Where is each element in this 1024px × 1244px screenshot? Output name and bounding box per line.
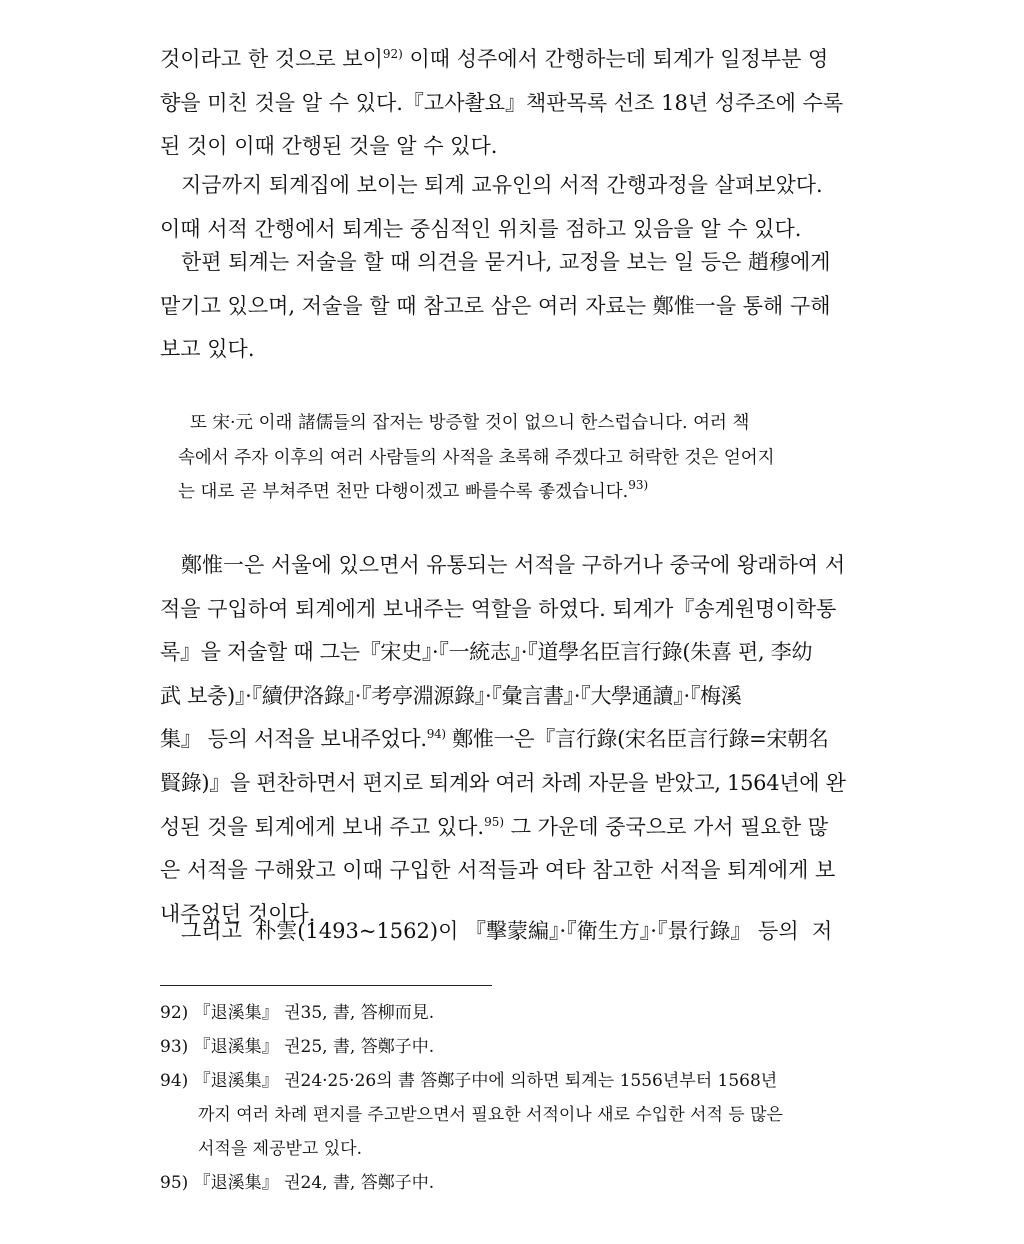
footnote-text: 『退溪集』 권25, 書, 答鄭子中. [193,1037,435,1057]
footnote-94 [160,1064,872,1166]
text-line: 한편 퇴계는 저술을 할 때 의견을 묻거나, 교정을 보는 일 등은 趙穆에게 [181,250,831,274]
text-line: 賢錄)』을 편찬하면서 편지로 퇴계와 여러 차례 자문을 받았고, 1564년에 완 [160,770,846,795]
paragraph-3 [160,241,872,372]
text-line: 맡기고 있으며, 저술을 할 때 참고로 삼은 여러 자료는 鄭惟一을 통해 구해 [160,293,831,318]
footnote-ref-93[interactable]: 93) [628,478,649,492]
footnote-divider [160,985,492,986]
text-line: 록』을 저술할 때 그는『宋史』·『一統志』·『道學名臣言行錄(朱喜 편, 李幼 [160,640,813,665]
quote-line: 는 대로 곧 부쳐주면 천만 다행이겠고 빠를수록 좋겠습니다.$^{93)}$ [178,478,649,502]
paragraph-1 [160,38,872,169]
text-line: 鄭惟一은 서울에 있으면서 유통되는 서적을 구하거나 중국에 왕래하여 서 [181,553,846,577]
text-line: 武 보충)』·『續伊洛錄』·『考亭淵源錄』·『彙言書』·『大學通讀』·『梅溪 [160,683,742,708]
quote-line: 속에서 주자 이후의 여러 사람들의 사적을 초록해 주겠다고 허락한 것은 얻어지 [178,447,775,468]
text-line: 은 서적을 구해왔고 이때 구입한 서적들과 여타 참고한 서적을 퇴계에게 보 [160,858,836,883]
text-line: 보고 있다. [160,337,255,362]
quote-line: 또 宋·元 이래 諸儒들의 잡저는 방증할 것이 없으니 한스럽습니다. 여러 책 [190,413,750,433]
text-line: 적을 구입하여 퇴계에게 보내주는 역할을 하였다. 퇴계가『송계원명이학통 [160,596,837,621]
text-line: 내주었던 것이다. [160,901,316,926]
footnote-92 [160,996,872,1030]
footnote-text: 『退溪集』 권24, 書, 答鄭子中. [193,1173,435,1193]
footnote-text: 『退溪集』 권35, 書, 答柳而見. [193,1003,435,1023]
footnote-number: 93) [160,1037,189,1057]
footnote-number: 95) [160,1173,189,1193]
paragraph-5 [160,910,872,954]
text-line: 성된 것을 퇴계에게 보내 주고 있다.$^{95)}$ 그 가운데 중국으로 가서 필요한 많 [160,814,829,839]
text-line: 것이라고 한 것으로 보이$^{92)}$ 이때 성주에서 간행하는데 퇴계가 일정부분 영 [160,47,829,71]
footnote-95 [160,1166,872,1200]
footnote-text-continued: 서적을 제공받고 있다. [198,1139,363,1159]
footnote-text: 『退溪集』 권24·25·26의 書 答鄭子中에 의하면 퇴계는 1556년부터 1568년 [193,1071,778,1091]
text-line: 이때 서적 간행에서 퇴계는 중심적인 위치를 점하고 있음을 알 수 있다. [160,216,802,241]
text-line: 集』 등의 서적을 보내주었다.$^{94)}$ 鄭惟一은『言行錄(宋名臣言行錄=宋朝名 [160,727,829,752]
text-line: 향을 미친 것을 알 수 있다.『고사촬요』책판목록 선조 18년 성주조에 수록 [160,90,844,115]
text-line: 그리고 朴雲(1493~1562)이 『擊蒙編』·『衛生方』·『景行錄』 등의 저 [181,919,833,943]
footnote-number: 94) [160,1071,189,1091]
block-quote [178,406,858,510]
paragraph-2 [160,164,872,251]
footnote-ref-92[interactable]: 92) [382,47,403,61]
footnote-ref-94[interactable]: 94) [426,727,446,742]
text-line: 지금까지 퇴계집에 보이는 퇴계 교유인의 서적 간행과정을 살펴보았다. [181,173,823,197]
footnotes [160,996,872,1200]
footnote-ref-95[interactable]: 95) [484,814,505,829]
footnote-text-continued: 까지 여러 차례 편지를 주고받으면서 필요한 서적이나 새로 수입한 서적 등 많은 [198,1105,783,1125]
footnote-number: 92) [160,1003,189,1023]
footnote-93 [160,1030,872,1064]
text-line: 된 것이 이때 간행된 것을 알 수 있다. [160,134,498,159]
paragraph-4 [160,544,872,936]
